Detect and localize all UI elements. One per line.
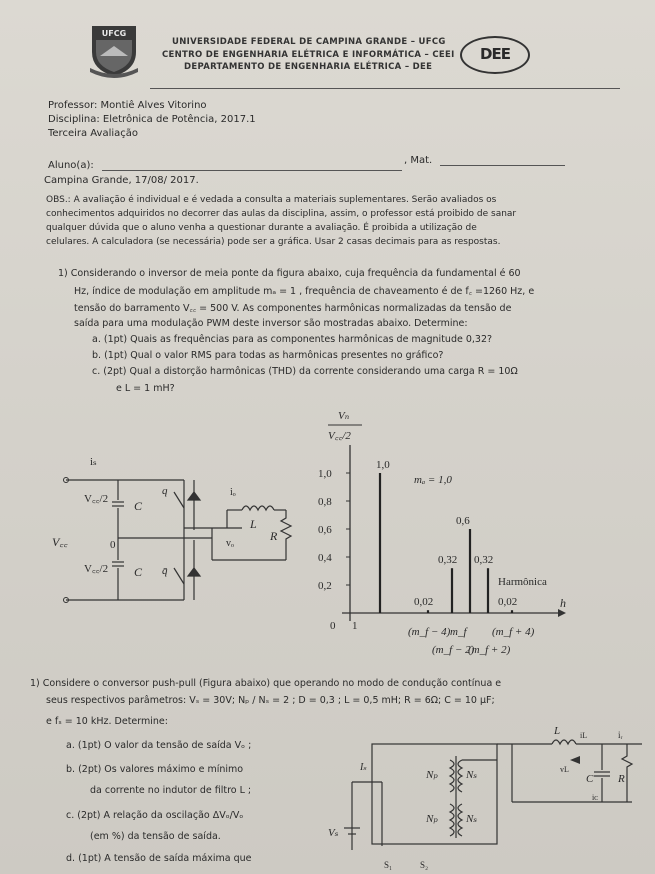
obs-line-2: conhecimentos adquiridos no decorrer das aulas da disciplina, assim, o professor está proibido de sanar xyxy=(46,209,517,219)
q1-line-3: tensão do barramento V꜀꜀ = 500 V. As componentes harmônicas normalizadas da tensão de xyxy=(74,303,512,314)
university-name: UNIVERSIDADE FEDERAL DE CAMPINA GRANDE – UFCG xyxy=(172,37,446,47)
professor-line: Professor: Montiê Alves Vitorino xyxy=(48,100,207,111)
bar-value-label: 0,6 xyxy=(456,515,470,527)
aluno-label: Aluno(a): xyxy=(48,160,94,171)
y-tick-label: 0,4 xyxy=(318,552,332,564)
series-label: Harmônica xyxy=(498,576,547,588)
ufcg-logo xyxy=(88,22,140,78)
q2-item-b-cont: da corrente no indutor de filtro L ; xyxy=(90,785,252,796)
y-axis-label-denominator: V꜀꜀/2 xyxy=(328,430,351,442)
x-axis-label: h xyxy=(560,596,566,610)
svg-text:q: q xyxy=(162,485,168,497)
mat-label: , Mat. xyxy=(404,155,433,166)
q1-item-c: c. (2pt) Qual a distorção harmônicas (THD) da corrente considerando uma carga R = 10Ω xyxy=(92,366,518,377)
svg-text:iL: iL xyxy=(580,731,588,740)
svg-text:Nₚ: Nₚ xyxy=(426,769,438,781)
mat-field-line xyxy=(440,165,565,166)
center-name: CENTRO DE ENGENHARIA ELÉTRICA E INFORMÁTICA – CEEI xyxy=(162,50,455,60)
svg-text:C: C xyxy=(134,565,143,579)
svg-text:Nₛ: Nₛ xyxy=(466,769,478,781)
department-name: DEPARTAMENTO DE ENGENHARIA ELÉTRICA – DEE xyxy=(184,62,433,72)
x-tick-label: (m_f + 2) xyxy=(468,644,511,656)
q2-item-c: c. (2pt) A relação da oscilação ΔVₒ/Vₒ xyxy=(66,810,244,821)
svg-text:iᵣ: iᵣ xyxy=(618,730,623,740)
avaliacao-line: Terceira Avaliação xyxy=(48,128,139,139)
q1-item-a: a. (1pt) Quais as frequências para as componentes harmônicas de magnitude 0,32? xyxy=(92,334,493,345)
svg-text:L: L xyxy=(554,725,561,737)
q2-item-c-cont: (em %) da tensão de saída. xyxy=(90,831,221,842)
x-tick-label: m_f xyxy=(450,626,467,638)
bar-value-label: 0,02 xyxy=(498,596,518,609)
bar-value-label: 0,32 xyxy=(438,554,458,567)
y-tick-label: 0,2 xyxy=(318,580,332,592)
svg-text:R: R xyxy=(618,773,625,785)
svg-text:q̄: q̄ xyxy=(162,565,168,577)
x-tick-label: (m_f + 4) xyxy=(492,626,535,638)
date-line: Campina Grande, 17/08/ 2017. xyxy=(44,175,199,186)
svg-text:C: C xyxy=(134,499,143,513)
svg-text:Iₛ: Iₛ xyxy=(360,762,367,773)
x-tick-label: (m_f − 4) xyxy=(408,626,451,638)
q1-line-2: Hz, índice de modulação em amplitude mₐ = 1 , frequência de chaveamento é de f꜀ =1260 Hz, e xyxy=(74,286,535,297)
q2-item-a: a. (1pt) O valor da tensão de saída Vₒ ; xyxy=(66,740,252,751)
svg-text:R: R xyxy=(270,529,278,543)
origin-label: 0 xyxy=(330,620,336,632)
svg-text:V꜀꜀: V꜀꜀ xyxy=(52,535,68,549)
q1-line-4: saída para uma modulação PWM deste inversor são mostradas abaixo. Determine: xyxy=(74,318,468,329)
svg-text:S₁: S₁ xyxy=(384,860,393,870)
q2-item-d: d. (1pt) A tensão de saída máxima que xyxy=(66,853,252,864)
harmonic-spectrum-chart xyxy=(310,405,570,673)
push-pull-circuit xyxy=(322,722,652,874)
svg-text:S₂: S₂ xyxy=(420,860,429,870)
svg-text:Vₛ: Vₛ xyxy=(328,827,339,839)
q1-item-b: b. (1pt) Qual o valor RMS para todas as harmônicas presentes no gráfico? xyxy=(92,350,444,361)
svg-text:V꜀꜀/2: V꜀꜀/2 xyxy=(84,493,109,505)
y-tick-label: 0,6 xyxy=(318,524,332,536)
q2-line-2: seus respectivos parâmetros: Vₛ = 30V; Nₚ / Nₛ = 2 ; D = 0,3 ; L = 0,5 mH; R = 6Ω; C = 10 μF; xyxy=(46,695,495,706)
svg-text:UFCG: UFCG xyxy=(101,29,127,38)
aluno-field-line xyxy=(102,170,402,171)
svg-text:Nₛ: Nₛ xyxy=(466,813,478,825)
origin-label: 1 xyxy=(352,620,358,632)
svg-text:0: 0 xyxy=(110,539,116,551)
bar-value-label: 1,0 xyxy=(376,459,390,471)
svg-text:iᴄ: iᴄ xyxy=(592,793,599,802)
half-bridge-circuit xyxy=(52,450,302,620)
q2-line-3: e fₛ = 10 kHz. Determine: xyxy=(46,716,168,727)
x-axis-arrow xyxy=(558,609,566,617)
obs-line-3: qualquer dúvida que o aluno venha a questionar durante a avaliação. É proibida a utilização de xyxy=(46,223,477,233)
bar-value-label: 0,32 xyxy=(474,554,494,567)
svg-text:vₒ: vₒ xyxy=(226,538,234,549)
svg-text:Nₚ: Nₚ xyxy=(426,813,438,825)
svg-text:L: L xyxy=(250,517,257,531)
svg-text:V꜀꜀/2: V꜀꜀/2 xyxy=(84,563,109,575)
x-tick-label: (m_f − 2) xyxy=(432,644,475,656)
y-tick-label: 0,8 xyxy=(318,496,332,508)
header-divider xyxy=(150,88,620,89)
dee-logo: DEE xyxy=(460,36,530,74)
chart-annotation: mₐ = 1,0 xyxy=(414,474,452,486)
disciplina-line: Disciplina: Eletrônica de Potência, 2017.1 xyxy=(48,114,256,125)
svg-text:vL: vL xyxy=(560,765,569,774)
y-axis-label-numerator: Vₙ xyxy=(338,410,350,422)
y-tick-label: 1,0 xyxy=(318,468,332,480)
bar-value-label: 0,02 xyxy=(414,596,434,609)
obs-line-4: celulares. A calculadora (se necessária) pode ser a gráfica. Usar 2 casas decimais para as respostas. xyxy=(46,237,501,247)
q2-item-b: b. (2pt) Os valores máximo e mínimo xyxy=(66,764,244,775)
svg-text:iₒ: iₒ xyxy=(230,487,236,498)
svg-text:iₛ: iₛ xyxy=(90,456,97,468)
svg-text:C: C xyxy=(586,773,594,785)
q1-line-1: 1) Considerando o inversor de meia ponte da figura abaixo, cuja frequência da fundamental é 60 xyxy=(58,268,521,279)
obs-line-1: OBS.: A avaliação é individual e é vedada a consulta a materiais suplementares. Serão avaliados os xyxy=(46,195,497,205)
q2-line-1: 1) Considere o conversor push-pull (Figura abaixo) que operando no modo de condução contínua e xyxy=(30,678,502,689)
q1-item-c-cont: e L = 1 mH? xyxy=(116,383,175,394)
